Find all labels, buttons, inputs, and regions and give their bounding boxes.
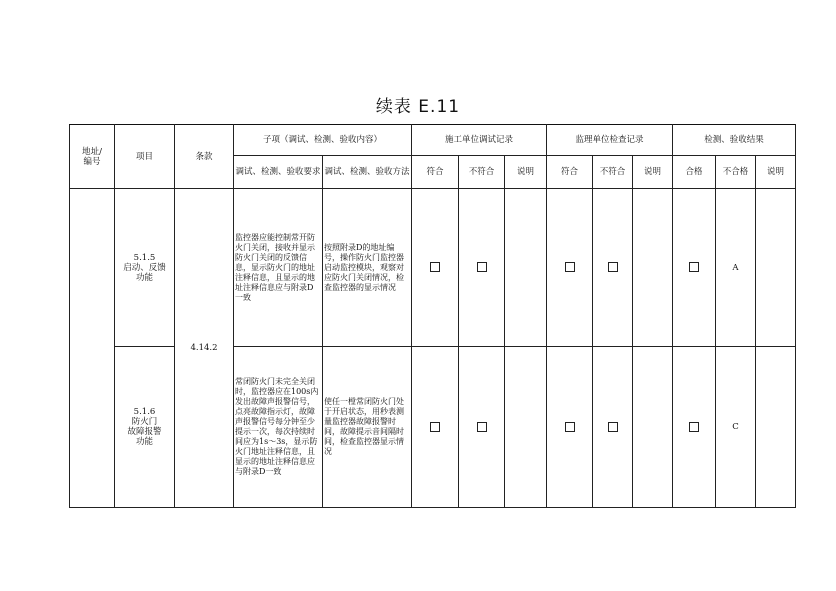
header-requirement: 调试、检测、验收要求 <box>234 156 323 189</box>
supervision-conform-cell <box>547 189 593 347</box>
construction-conform-checkbox[interactable] <box>430 262 440 272</box>
supervision-conform-checkbox[interactable] <box>565 422 575 432</box>
supervision-conform-cell <box>547 347 593 508</box>
method-cell: 按照附录D的地址编号，操作防火门监控器启动监控模块，观察对应防火门关闭情况，检查监控器的显示情况 <box>323 189 412 347</box>
header-acceptance-result: 检测、验收结果 <box>673 125 796 156</box>
table-row <box>70 189 796 347</box>
construction-nonconform-checkbox[interactable] <box>477 262 487 272</box>
construction-note-cell <box>505 347 547 508</box>
header-item: 项目 <box>115 125 175 189</box>
header-unqualified: 不合格 <box>716 156 756 189</box>
item-cell: 5.1.6 防火门 故障报警 功能 <box>115 347 175 508</box>
header-supervision-note: 说明 <box>633 156 673 189</box>
method-cell: 使任一樘常闭防火门处于开启状态，用秒表测量监控器故障报警时间，故障提示音间隔时间，检查监控器显示情况 <box>323 347 412 508</box>
header-qualified: 合格 <box>673 156 716 189</box>
header-sub-item: 子项（调试、检测、验收内容） <box>234 125 412 156</box>
construction-conform-cell <box>412 347 459 508</box>
qualified-cell <box>673 189 716 347</box>
qualified-cell <box>673 347 716 508</box>
header-construction-record: 施工单位调试记录 <box>412 125 547 156</box>
supervision-nonconform-checkbox[interactable] <box>608 262 618 272</box>
supervision-nonconform-cell <box>593 347 633 508</box>
unqualified-cell: C <box>716 347 756 508</box>
header-supervision-conform: 符合 <box>547 156 593 189</box>
construction-nonconform-cell <box>459 347 505 508</box>
result-note-cell <box>756 347 796 508</box>
acceptance-record-table <box>69 124 796 508</box>
supervision-conform-checkbox[interactable] <box>565 262 575 272</box>
result-note-cell <box>756 189 796 347</box>
address-cell <box>70 189 115 508</box>
header-construction-note: 说明 <box>505 156 547 189</box>
requirement-cell: 常闭防火门未完全关闭时，监控器应在100s内发出故障声报警信号，点亮故障指示灯，故障声报警信号每分钟至少提示一次，每次持续时间应为1s～3s，显示防火门地址注释信息，且显示的地址注释信息应与附录D一致 <box>234 347 323 508</box>
qualified-checkbox[interactable] <box>689 422 699 432</box>
header-supervision-record: 监理单位检查记录 <box>547 125 673 156</box>
header-construction-nonconform: 不符合 <box>459 156 505 189</box>
header-clause: 条款 <box>175 125 234 189</box>
unqualified-cell: A <box>716 189 756 347</box>
page-title: 续表 E.11 <box>375 97 461 117</box>
requirement-cell: 监控器应能控制常开防火门关闭，接收并显示防火门关闭的反馈信息，显示防火门的地址注释信息，且显示的地址注释信息应与附录D一致 <box>234 189 323 347</box>
qualified-checkbox[interactable] <box>689 262 699 272</box>
construction-conform-cell <box>412 189 459 347</box>
construction-note-cell <box>505 189 547 347</box>
header-construction-conform: 符合 <box>412 156 459 189</box>
header-supervision-nonconform: 不符合 <box>593 156 633 189</box>
supervision-note-cell <box>633 189 673 347</box>
header-result-note: 说明 <box>756 156 796 189</box>
supervision-nonconform-checkbox[interactable] <box>608 422 618 432</box>
item-cell: 5.1.5 启动、反馈 功能 <box>115 189 175 347</box>
construction-conform-checkbox[interactable] <box>430 422 440 432</box>
header-address: 地址/ 编号 <box>70 125 115 189</box>
supervision-note-cell <box>633 347 673 508</box>
clause-cell: 4.14.2 <box>175 189 234 508</box>
construction-nonconform-cell <box>459 189 505 347</box>
construction-nonconform-checkbox[interactable] <box>477 422 487 432</box>
supervision-nonconform-cell <box>593 189 633 347</box>
header-method: 调试、检测、验收方法 <box>323 156 412 189</box>
